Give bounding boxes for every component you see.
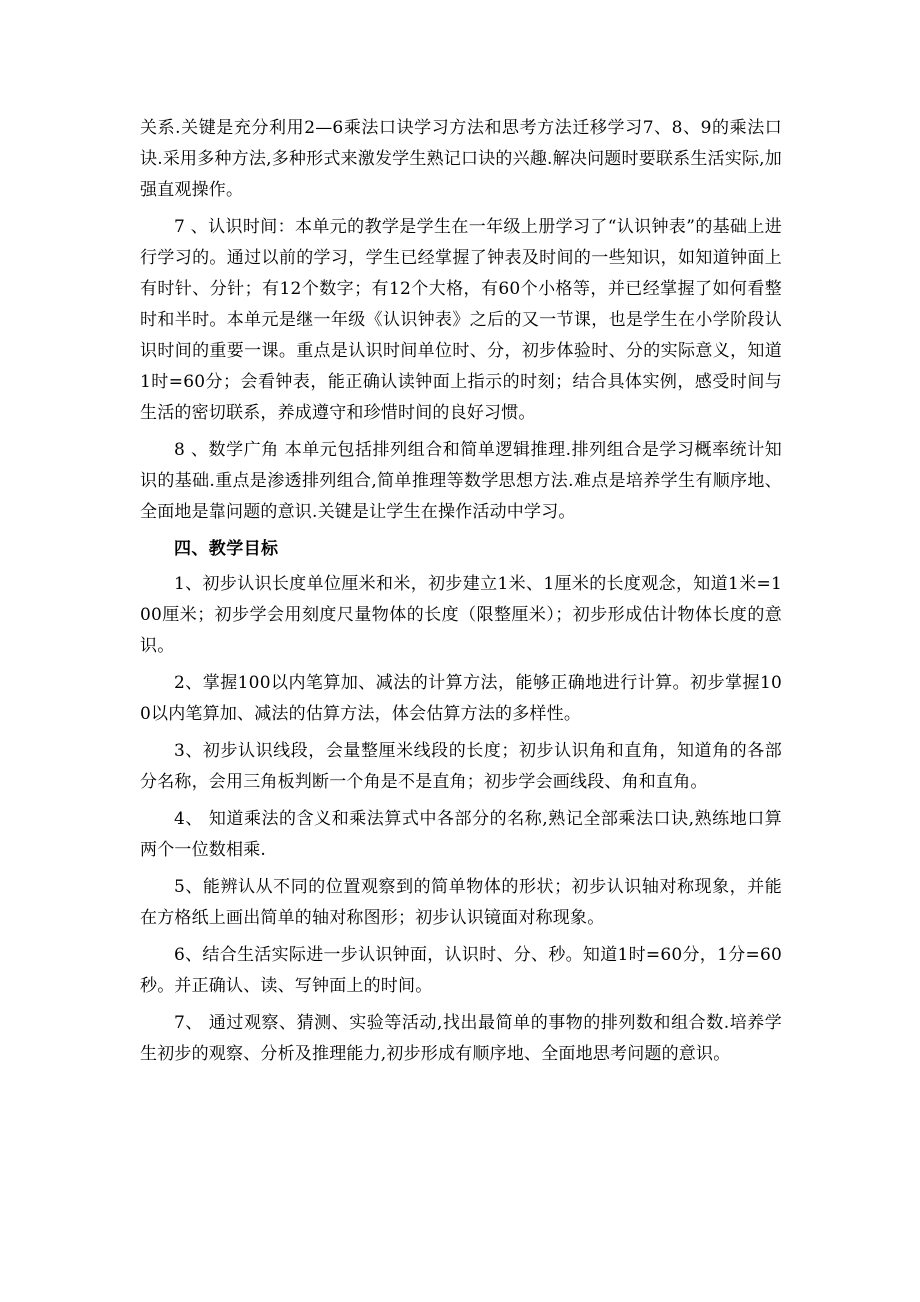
goal-item-6: 6、结合生活实际进一步认识钟面，认识时、分、秒。知道1时=60分，1分=60秒。并正确认、读、写钟面上的时间。	[140, 945, 782, 996]
section-heading-teaching-goals: 四、教学目标	[174, 539, 279, 559]
paragraph-continuation: 关系.关键是充分利用2—6乘法口诀学习方法和思考方法迁移学习7、8、9的乘法口诀.采用多种方法,多种形式来激发学生熟记口诀的兴趣.解决问题时要联系生活实际,加强直观操作。	[140, 118, 782, 200]
paragraph-unit-8-math-corner: 8 、数学广角 本单元包括排列组合和简单逻辑推理.排列组合是学习概率统计知识的基础.重点是渗透排列组合,简单推理等数学思想方法.难点是培养学生有顺序地、全面地是靠问题的意识.关键是让学生在操作活动中学习。	[140, 440, 782, 522]
goal-item-7: 7、 通过观察、猜测、实验等活动,找出最简单的事物的排列数和组合数.培养学生初步的观察、分析及推理能力,初步形成有顺序地、全面地思考问题的意识。	[140, 1013, 782, 1064]
goal-item-5: 5、能辨认从不同的位置观察到的简单物体的形状；初步认识轴对称现象，并能在方格纸上画出简单的轴对称图形；初步认识镜面对称现象。	[140, 877, 782, 928]
goal-item-1: 1、初步认识长度单位厘米和米，初步建立1米、1厘米的长度观念，知道1米=100厘米；初步学会用刻度尺量物体的长度（限整厘米）；初步形成估计物体长度的意识。	[140, 574, 782, 656]
goal-item-3: 3、初步认识线段，会量整厘米线段的长度；初步认识角和直角，知道角的各部分名称，会用三角板判断一个角是不是直角；初步学会画线段、角和直角。	[140, 741, 782, 792]
goal-item-4: 4、 知道乘法的含义和乘法算式中各部分的名称,熟记全部乘法口诀,熟练地口算两个一位数相乘.	[140, 809, 782, 860]
paragraph-unit-7-time: 7 、认识时间：本单元的教学是学生在一年级上册学习了“认识钟表”的基础上进行学习的。通过以前的学习，学生已经掌握了钟表及时间的一些知识，如知道钟面上有时针、分针；有12个数字；有12个大格，有60个小格等，并已经掌握了如何看整时和半时。本单元是继一年级《认识钟表》之后的又一节课，也是学生在小学阶段认识时间的重要一课。重点是认识时间单位时、分，初步体验时、分的实际意义，知道1时=60分；会看钟表，能正确认读钟面上指示的时刻；结合具体实例，感受时间与生活的密切联系，养成遵守和珍惜时间的良好习惯。	[140, 217, 782, 423]
goal-item-2: 2、掌握100以内笔算加、减法的计算方法，能够正确地进行计算。初步掌握100以内笔算加、减法的估算方法，体会估算方法的多样性。	[140, 673, 782, 724]
document-page	[140, 113, 782, 1076]
